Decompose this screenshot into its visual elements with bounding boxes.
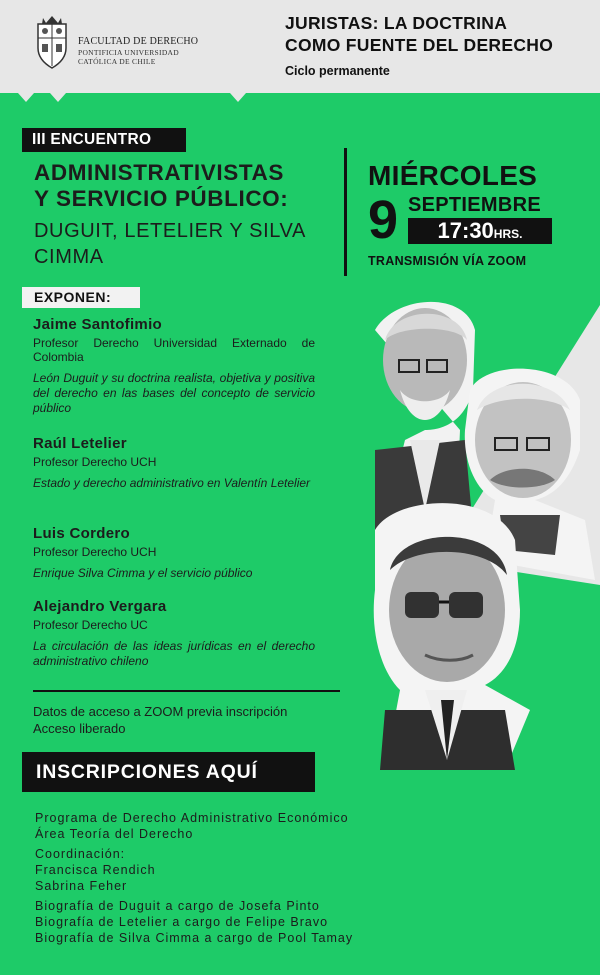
event-time-suffix: HRS. bbox=[493, 227, 523, 241]
event-day: 9 bbox=[368, 190, 399, 250]
portrait-silva-cimma bbox=[374, 503, 530, 770]
event-title: ADMINISTRATIVISTAS Y SERVICIO PÚBLICO: bbox=[34, 160, 289, 211]
broadcast-info: TRANSMISIÓN VÍA ZOOM bbox=[368, 254, 527, 268]
series-subtitle: Ciclo permanente bbox=[285, 64, 390, 78]
speaker-topic: La circulación de las ideas jurídicas en el derecho administrativo chileno bbox=[33, 639, 315, 668]
event-subtitle: DUGUIT, LETELIER Y SILVA CIMMA bbox=[34, 220, 305, 268]
portraits-image bbox=[355, 290, 600, 770]
speaker-role: Profesor Derecho UC bbox=[33, 618, 148, 632]
speaker-role: Profesor Derecho UCH bbox=[33, 545, 157, 559]
speaker-topic: León Duguit y su doctrina realista, objetiva y positiva del derecho en las bases del concepto de servicio público bbox=[33, 371, 315, 415]
faculty-name: FACULTAD DE DERECHO bbox=[78, 36, 199, 47]
speaker-role: Profesor Derecho UCH bbox=[33, 455, 157, 469]
speaker-item bbox=[33, 525, 315, 581]
speaker-name: Raúl Letelier bbox=[33, 435, 127, 452]
faculty-logo[interactable] bbox=[34, 14, 204, 74]
divider-vertical bbox=[344, 148, 347, 276]
speaker-name: Alejandro Vergara bbox=[33, 598, 167, 615]
speaker-item bbox=[33, 435, 315, 491]
encounter-tag: III ENCUENTRO bbox=[22, 128, 186, 152]
event-weekday: MIÉRCOLES bbox=[368, 160, 538, 191]
program-credits: Programa de Derecho Administrativo Económico Área Teoría del Derecho bbox=[35, 811, 349, 841]
biography-credits: Biografía de Duguit a cargo de Josefa Pinto Biografía de Letelier a cargo de Felipe Bravo Biografía de Silva Cimma a cargo de Pool Tamay bbox=[35, 899, 354, 945]
access-info: Datos de acceso a ZOOM previa inscripción Acceso liberado bbox=[33, 704, 288, 736]
speaker-name: Jaime Santofimio bbox=[33, 316, 162, 333]
register-button[interactable]: INSCRIPCIONES AQUÍ bbox=[22, 752, 315, 792]
event-month: SEPTIEMBRE bbox=[408, 194, 542, 216]
speaker-name: Luis Cordero bbox=[33, 525, 130, 542]
speaker-role: Profesor Derecho Universidad Externado de Colombia bbox=[33, 336, 315, 364]
coordination-credits: Coordinación: Francisca Rendich Sabrina Feher bbox=[35, 847, 156, 893]
series-title: JURISTAS: LA DOCTRINA COMO FUENTE DEL DERECHO bbox=[285, 13, 554, 55]
speakers-label: EXPONEN: bbox=[22, 287, 140, 308]
speaker-topic: Estado y derecho administrativo en Valentín Letelier bbox=[33, 476, 311, 490]
event-time-box bbox=[408, 218, 552, 244]
divider-horizontal bbox=[33, 690, 340, 692]
speaker-topic: Enrique Silva Cimma y el servicio público bbox=[33, 566, 253, 580]
university-name: PONTIFICIA UNIVERSIDAD CATÓLICA DE CHILE bbox=[78, 48, 179, 66]
speaker-item bbox=[33, 316, 315, 416]
university-crest-icon bbox=[34, 14, 70, 70]
speaker-item bbox=[33, 598, 315, 669]
event-time: 17:30 bbox=[437, 218, 494, 243]
